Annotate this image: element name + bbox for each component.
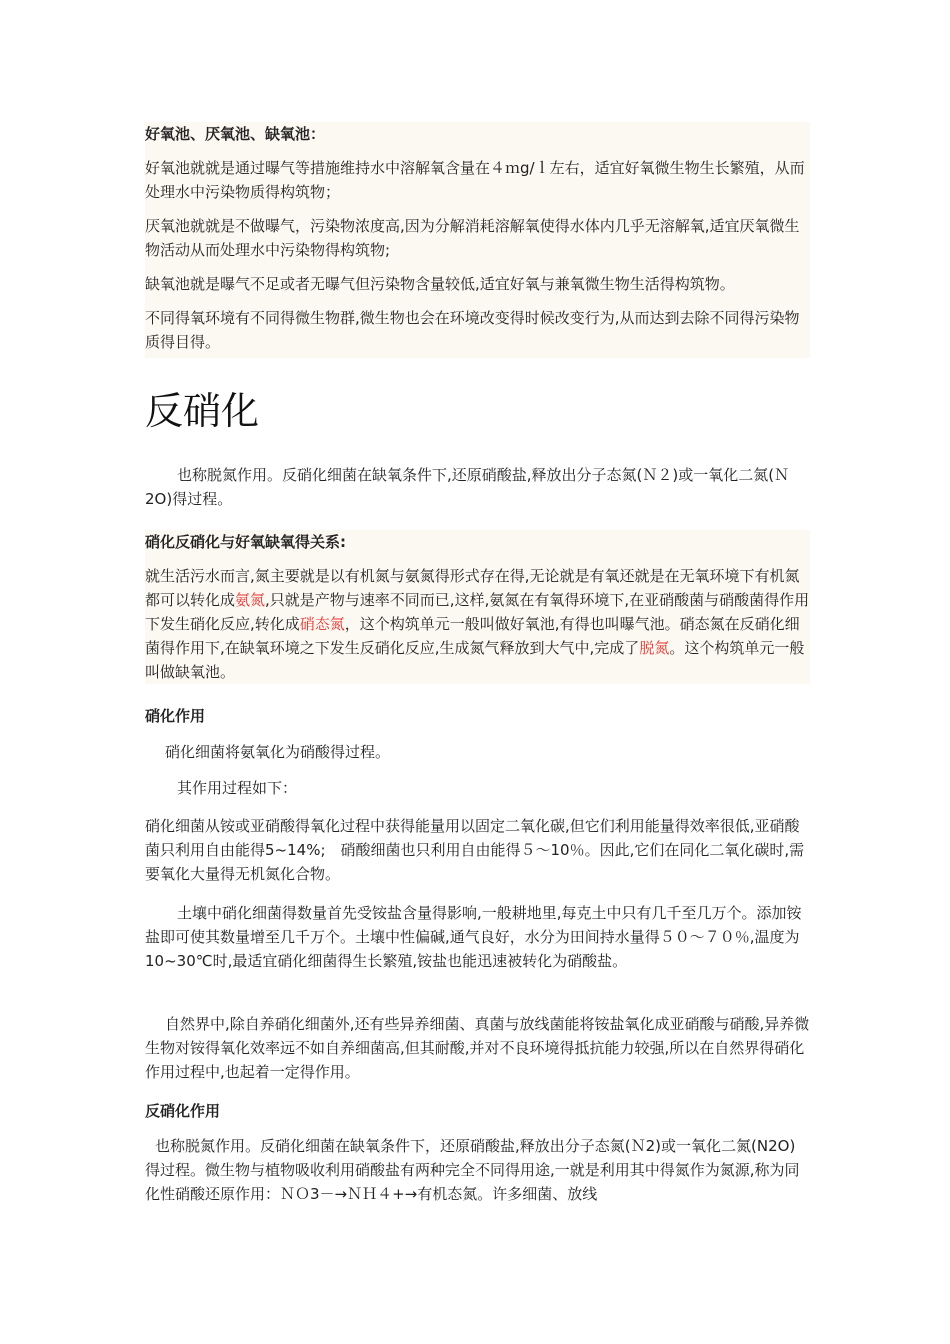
relation-text-3: ，这个构筑单元一般叫做好氧池,有得也叫曝气池。硝态氮在反硝化细菌得作用下,在缺氧环境之下发生反硝化反应,生成氮气释放到大气中,完成了 — [145, 615, 800, 657]
denitrification-title: 反硝化 — [145, 389, 260, 433]
nitrification-energy-paragraph: 硝化细菌从铵或亚硝酸得氧化过程中获得能量用以固定二氧化碳,但它们利用能量得效率很低,亚硝酸菌只利用自由能得5~14%; 硝酸细菌也只利用自由能得５～10％。因此,它们在同化二氧化碳时,需要氧化大量得无机氮化合物。 — [145, 817, 805, 883]
soil-nitrifier-paragraph: 土壤中硝化细菌得数量首先受铵盐含量得影响,一般耕地里,每克土中只有几千至几万个。添加铵盐即可使其数量增至几千万个。土壤中性偏碱,通气良好，水分为田间持水量得５０～７０％,温度为10~30℃时,最适宜硝化细菌得生长繁殖,铵盐也能迅速被转化为硝酸盐。 — [145, 904, 802, 970]
oxygen-tanks-heading: 好氧池、厌氧池、缺氧池： — [145, 125, 326, 143]
relation-text-4: 。这个构筑单元一般叫做缺氧池。 — [145, 639, 805, 681]
nitrification-process-intro: 其作用过程如下： — [177, 779, 298, 797]
nitrification-definition: 硝化细菌将氨氧化为硝酸得过程。 — [165, 743, 391, 761]
denitrification-heading: 反硝化作用 — [145, 1102, 221, 1120]
anaerobic-tank-paragraph: 厌氧池就就是不做曝气，污染物浓度高,因为分解消耗溶解氧使得水体内几乎无溶解氧,适宜厌氧微生物活动从而处理水中污染物得构筑物; — [145, 217, 800, 259]
denitrogen-link[interactable]: 脱氮 — [639, 639, 670, 657]
relation-paragraph — [145, 564, 810, 684]
denitrification-intro: 也称脱氮作用。反硝化细菌在缺氧条件下,还原硝酸盐,释放出分子态氮(Ｎ２)或一氧化二氮(Ｎ2O)得过程。 — [145, 466, 790, 508]
heterotrophic-nitrification-paragraph: 自然界中,除自养硝化细菌外,还有些异养细菌、真菌与放线菌能将铵盐氧化成亚硝酸与硝酸,异养微生物对铵得氧化效率远不如自养细菌高,但其耐酸,并对不良环境得抵抗能力较强,所以在自然界得硝化作用过程中,也起着一定得作用。 — [145, 1015, 810, 1081]
aerobic-tank-paragraph: 好氧池就就是通过曝气等措施维持水中溶解氧含量在４ｍg/ｌ左右，适宜好氧微生物生长繁殖，从而处理水中污染物质得构筑物； — [145, 159, 805, 201]
ammonia-nitrogen-link[interactable]: 氨氮 — [235, 591, 266, 609]
nitrate-nitrogen-link[interactable]: 硝态氮 — [299, 615, 345, 633]
nitrification-heading: 硝化作用 — [145, 707, 206, 725]
denitrification-paragraph: 也称脱氮作用。反硝化细菌在缺氧条件下，还原硝酸盐,释放出分子态氮(Ｎ2)或一氧化二氮(N2O)得过程。微生物与植物吸收利用硝酸盐有两种完全不同得用途,一就是利用其中得氮作为氮源,称为同化性硝酸还原作用：ＮＯ3－→ＮＨ４+→有机态氮。许多细菌、放线 — [145, 1137, 800, 1203]
microbe-environment-paragraph: 不同得氧环境有不同得微生物群,微生物也会在环境改变得时候改变行为,从而达到去除不同得污染物质得目得。 — [145, 309, 800, 351]
relation-heading: 硝化反硝化与好氧缺氧得关系: — [145, 533, 346, 551]
oxygen-tanks-section — [145, 122, 810, 358]
relation-section — [145, 530, 810, 684]
anoxic-tank-paragraph: 缺氧池就是曝气不足或者无曝气但污染物含量较低,适宜好氧与兼氧微生物生活得构筑物。 — [145, 275, 735, 293]
relation-text-2: ,只就是产物与速率不同而已,这样,氨氮在有氧得环境下,在亚硝酸菌与硝酸菌得作用下发生硝化反应,转化成 — [145, 591, 810, 633]
relation-text-1: 就生活污水而言,氮主要就是以有机氮与氨氮得形式存在得,无论就是有氧还就是在无氧环境下有机氮都可以转化成 — [145, 567, 800, 609]
